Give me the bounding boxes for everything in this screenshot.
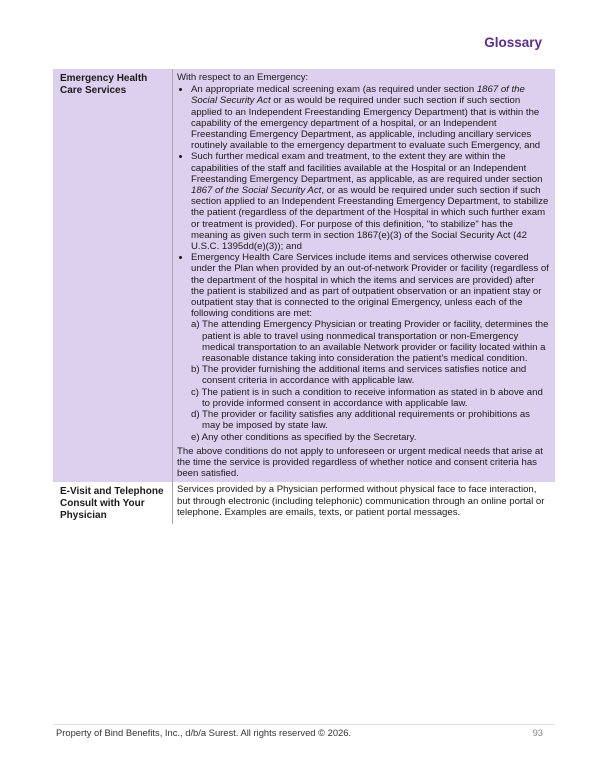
glossary-term: Emergency Health Care Services (53, 69, 173, 482)
definition-bullet-list (177, 84, 549, 443)
condition-item: c) The patient is in such a condition to receive information as stated in b above and to provide informed consent in accordance with applicable law. (191, 386, 543, 409)
bullet-citation: 1867 of the Social Security Act (191, 185, 322, 197)
glossary-definition: Services provided by a Physician performed without physical face to face interaction, but through electronic (including telephonic) communication through an online portal or telephone. Examples are emails, texts, or patient portal messages. (173, 482, 556, 524)
condition-item: e) Any other conditions as specified by the Secretary. (191, 431, 417, 443)
definition-bullet (191, 84, 549, 151)
condition-item: b) The provider furnishing the additional items and services satisfies notice and consent criteria in accordance with applicable law. (191, 364, 527, 387)
glossary-row (53, 482, 555, 524)
condition-item: d) The provider or facility satisfies any additional requirements or prohibitions as may be imposed by state law. (191, 409, 530, 432)
glossary-definition (173, 69, 556, 482)
bullet-text: An appropriate medical screening exam (as required under section (191, 84, 477, 96)
glossary-term: E-Visit and Telephone Consult with Your Physician (53, 482, 173, 524)
bullet-text: or as would be required under such section if such section applied to an Independent Freestanding Emergency Department) that is within the capability of the emergency department of a hospital, or an Independent Freestanding Emergency Department, as applicable, including ancillary services routinely available to the emergency department to evaluate such Emergency, and (191, 95, 541, 152)
page-number: 93 (532, 727, 543, 738)
definition-closing: The above conditions do not apply to unforeseen or urgent medical needs that arise at the time the service is provided regardless of whether notice and consent criteria has been satisfied. (177, 445, 543, 480)
condition-item: a) The attending Emergency Physician or treating Provider or facility, determines the patient is able to travel using nonmedical transportation or non-Emergency medical transportation to an available Network provider or facility located within a reasonable distance taking into consideration the patient's medical condition. (191, 319, 549, 365)
glossary-row (53, 69, 555, 482)
bullet-text: Such further medical exam and treatment, to the extent they are within the capabilities of the staff and facilities available at the Hospital or an Independent Freestanding Emergency Department, as applicable, as are required under section (191, 151, 543, 185)
footer-divider (53, 724, 555, 725)
conditions-list (191, 319, 549, 442)
definition-bullet (191, 151, 549, 252)
definition-intro: With respect to an Emergency: (177, 72, 309, 83)
page-section-title: Glossary (484, 35, 542, 50)
bullet-citation: 1867 of the Social Security Act (191, 84, 525, 107)
footer-copyright: Property of Bind Benefits, Inc., d/b/a Surest. All rights reserved © 2026. (56, 727, 352, 738)
bullet-text: , or as would be required under such section if such section applied to an Independent Freestanding Emergency Department, to stabilize the patient (regardless of the department of the Hospital in which such further exam or treatment is provided). For purpose of this definition, "to stabilize" has the meaning as given such term in section 1867(e)(3) of the Social Security Act (42 U.S.C. 1395dd(e)(3)); and (191, 185, 549, 253)
definition-bullet (191, 252, 549, 442)
glossary-table (53, 69, 555, 524)
bullet-text: Emergency Health Care Services include items and services otherwise covered under the Plan when provided by an out-of-network Provider or facility (regardless of the department of the hospital in which the items and services are provided) after the patient is stabilized and as part of outpatient observation or an inpatient stay or outpatient stay that is connected to the original Emergency, unless each of the following conditions are met: (191, 252, 549, 320)
